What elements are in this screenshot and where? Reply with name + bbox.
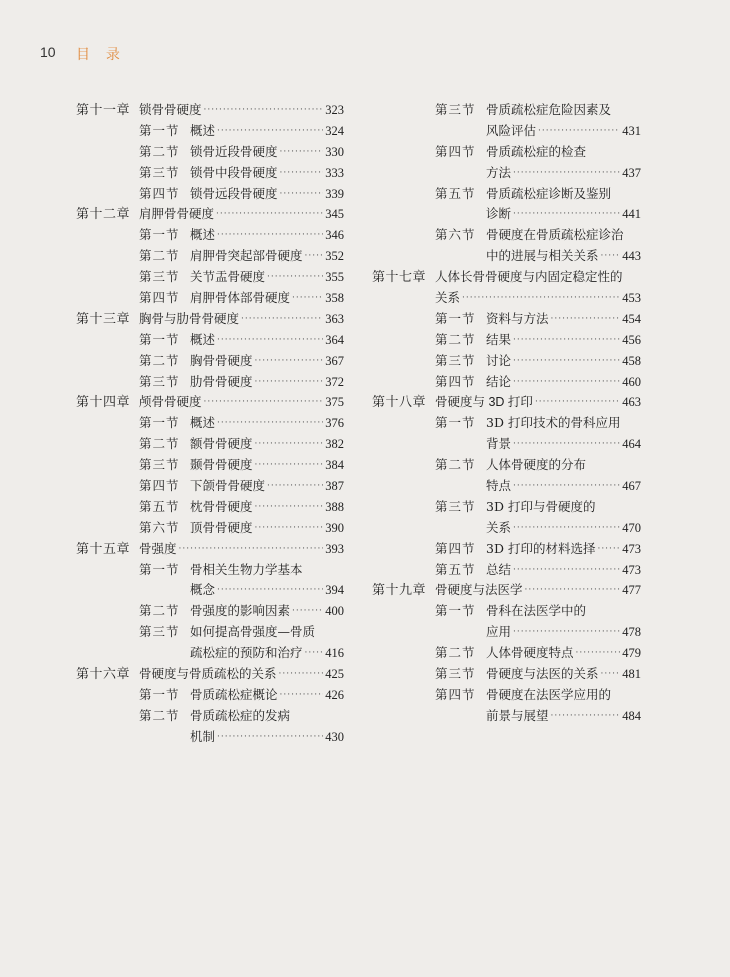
leader-dots bbox=[279, 664, 324, 685]
toc-entry-section bbox=[76, 476, 344, 497]
leader-dots bbox=[255, 497, 324, 518]
page-ref: 441 bbox=[622, 207, 641, 222]
section-label: 第一节 bbox=[139, 561, 180, 577]
toc-entry-section bbox=[372, 351, 641, 372]
toc-left-column bbox=[76, 100, 344, 748]
page-ref: 364 bbox=[325, 332, 344, 347]
entry-title: 3D 打印技术的骨科应用 bbox=[486, 415, 621, 431]
section-label: 第二节 bbox=[139, 352, 180, 368]
section-label: 第三节 bbox=[139, 269, 180, 285]
toc-entry-cont bbox=[372, 121, 641, 142]
leader-dots bbox=[462, 288, 620, 309]
toc-entry-section bbox=[76, 184, 344, 205]
page-ref: 473 bbox=[622, 541, 641, 556]
section-label: 第一节 bbox=[435, 310, 476, 326]
page-ref: 324 bbox=[325, 123, 344, 138]
section-label: 第一节 bbox=[435, 603, 476, 619]
toc-entry-chapter bbox=[76, 539, 344, 560]
entry-title: 锁骨中段骨硬度 bbox=[190, 164, 278, 180]
toc-entry-chapter bbox=[372, 580, 641, 601]
chapter-label: 第十一章 bbox=[76, 102, 131, 117]
section-label: 第五节 bbox=[435, 561, 476, 577]
leader-dots bbox=[217, 225, 323, 246]
section-label: 第二节 bbox=[435, 645, 476, 661]
toc-entry-section bbox=[76, 601, 344, 622]
leader-dots bbox=[179, 539, 324, 560]
page-ref: 464 bbox=[622, 437, 641, 452]
leader-dots bbox=[551, 706, 621, 727]
page-header bbox=[40, 44, 126, 62]
toc-entry-cont bbox=[372, 706, 641, 727]
leader-dots bbox=[576, 643, 621, 664]
toc-entry-section bbox=[372, 560, 641, 581]
page-ref: 363 bbox=[325, 311, 344, 326]
leader-dots bbox=[255, 351, 324, 372]
entry-title: 骨质疏松症危险因素及 bbox=[486, 102, 612, 117]
leader-dots bbox=[255, 434, 324, 455]
leader-dots bbox=[538, 121, 620, 142]
toc-entry-section bbox=[76, 497, 344, 518]
section-label: 第五节 bbox=[139, 498, 180, 514]
toc-entry-section bbox=[372, 413, 641, 434]
entry-title: 骨硬度与 3D 打印 bbox=[435, 395, 533, 410]
leader-dots bbox=[216, 204, 323, 225]
toc-entry-section bbox=[372, 601, 641, 622]
entry-title: 人体长骨骨硬度与内固定稳定性的 bbox=[435, 270, 623, 285]
entry-title: 骨硬度与骨质疏松的关系 bbox=[139, 667, 277, 682]
toc-entry-cont bbox=[76, 727, 344, 748]
page-ref: 372 bbox=[325, 374, 344, 389]
entry-title: 背景 bbox=[486, 436, 512, 452]
leader-dots bbox=[217, 580, 323, 601]
page-ref: 456 bbox=[622, 332, 641, 347]
entry-title: 骨硬度在法医学应用的 bbox=[486, 686, 612, 702]
toc-entry-section bbox=[76, 351, 344, 372]
entry-title: 风险评估 bbox=[486, 122, 537, 138]
section-label: 第二节 bbox=[139, 603, 180, 619]
entry-title: 概述 bbox=[190, 227, 216, 243]
section-label: 第二节 bbox=[139, 707, 180, 723]
leader-dots bbox=[280, 142, 324, 163]
page-ref: 478 bbox=[622, 625, 641, 640]
chapter-label: 第十八章 bbox=[372, 394, 427, 410]
section-label: 第三节 bbox=[139, 457, 180, 473]
entry-title: 肩胛骨突起部骨硬度 bbox=[190, 248, 303, 264]
page-ref: 470 bbox=[622, 520, 641, 535]
entry-title: 如何提高骨强度—骨质 bbox=[190, 624, 316, 640]
leader-dots bbox=[513, 560, 620, 581]
entry-title: 疏松症的预防和治疗 bbox=[190, 645, 303, 661]
page-ref: 384 bbox=[325, 458, 344, 473]
page-ref: 426 bbox=[325, 687, 344, 702]
toc-entry-chapter bbox=[76, 309, 344, 330]
page-ref: 460 bbox=[622, 374, 641, 389]
entry-title: 关系 bbox=[435, 290, 461, 306]
toc-entry-section bbox=[76, 372, 344, 393]
toc-entry-section bbox=[76, 142, 344, 163]
entry-title: 关节盂骨硬度 bbox=[190, 269, 266, 285]
toc-entry-cont bbox=[372, 622, 641, 643]
entry-title: 骨质疏松症的检查 bbox=[486, 143, 587, 159]
entry-title: 颅骨骨硬度 bbox=[139, 395, 202, 410]
page-ref: 425 bbox=[325, 667, 344, 682]
toc-entry-cont bbox=[76, 580, 344, 601]
section-label: 第二节 bbox=[435, 331, 476, 347]
page-ref: 358 bbox=[325, 291, 344, 306]
section-label: 第四节 bbox=[139, 185, 180, 201]
entry-title: 3D 打印的材料选择 bbox=[486, 540, 596, 556]
page-ref: 453 bbox=[622, 291, 641, 306]
entry-title: 顶骨骨硬度 bbox=[190, 519, 253, 535]
page-ref: 430 bbox=[325, 729, 344, 744]
leader-dots bbox=[513, 330, 620, 351]
toc-entry-chapter bbox=[76, 204, 344, 225]
section-label: 第四节 bbox=[139, 478, 180, 494]
toc-entry-cont bbox=[372, 163, 641, 184]
page-ref: 393 bbox=[325, 541, 344, 556]
page-number: 10 bbox=[40, 44, 56, 60]
page-ref: 345 bbox=[325, 207, 344, 222]
page-ref: 346 bbox=[325, 228, 344, 243]
page-ref: 376 bbox=[325, 416, 344, 431]
toc-entry-section bbox=[76, 163, 344, 184]
chapter-label: 第十七章 bbox=[372, 269, 427, 285]
page-title: 目 录 bbox=[76, 46, 126, 62]
toc-entry-section bbox=[76, 434, 344, 455]
entry-title: 3D 打印与骨硬度的 bbox=[486, 498, 596, 514]
entry-title: 前景与展望 bbox=[486, 707, 549, 723]
entry-title: 结论 bbox=[486, 373, 512, 389]
toc-entry-section bbox=[76, 330, 344, 351]
chapter-label: 第十五章 bbox=[76, 540, 131, 556]
entry-title: 骨质疏松症诊断及鉴别 bbox=[486, 185, 612, 201]
leader-dots bbox=[597, 539, 620, 560]
section-label: 第六节 bbox=[139, 519, 180, 535]
entry-title: 关系 bbox=[486, 519, 512, 535]
leader-dots bbox=[513, 163, 620, 184]
entry-title: 锁骨骨硬度 bbox=[139, 103, 202, 117]
page-ref: 387 bbox=[325, 479, 344, 494]
toc-entry-cont bbox=[372, 518, 641, 539]
section-label: 第四节 bbox=[435, 143, 476, 159]
leader-dots bbox=[267, 476, 323, 497]
page-ref: 375 bbox=[325, 395, 344, 410]
toc-entry-section bbox=[76, 288, 344, 309]
page-ref: 339 bbox=[325, 186, 344, 201]
page-ref: 382 bbox=[325, 437, 344, 452]
toc-entry-section bbox=[372, 497, 641, 518]
entry-title: 人体骨硬度的分布 bbox=[486, 457, 587, 473]
entry-title: 肋骨骨硬度 bbox=[190, 373, 253, 389]
toc-entry-cont bbox=[372, 246, 641, 267]
chapter-label: 第十六章 bbox=[76, 666, 131, 682]
leader-dots bbox=[217, 330, 323, 351]
section-label: 第四节 bbox=[435, 373, 476, 389]
leader-dots bbox=[280, 184, 324, 205]
section-label: 第一节 bbox=[139, 331, 180, 347]
chapter-label: 第十三章 bbox=[76, 310, 131, 326]
leader-dots bbox=[267, 267, 323, 288]
leader-dots bbox=[204, 392, 324, 413]
leader-dots bbox=[513, 372, 620, 393]
entry-title: 骨硬度与法医的关系 bbox=[486, 666, 599, 682]
entry-title: 胸骨骨硬度 bbox=[190, 352, 253, 368]
entry-title: 机制 bbox=[190, 728, 216, 744]
entry-title: 资料与方法 bbox=[486, 310, 549, 326]
entry-title: 下颌骨骨硬度 bbox=[190, 478, 266, 494]
leader-dots bbox=[241, 309, 323, 330]
entry-title: 骨质疏松症概论 bbox=[190, 686, 278, 702]
page-ref: 355 bbox=[325, 270, 344, 285]
toc-entry-section bbox=[372, 225, 641, 246]
leader-dots bbox=[255, 518, 324, 539]
page-ref: 467 bbox=[622, 479, 641, 494]
entry-title: 概述 bbox=[190, 415, 216, 431]
entry-title: 总结 bbox=[486, 561, 512, 577]
section-label: 第二节 bbox=[139, 143, 180, 159]
leader-dots bbox=[280, 163, 324, 184]
leader-dots bbox=[513, 434, 620, 455]
leader-dots bbox=[255, 455, 324, 476]
page-ref: 330 bbox=[325, 144, 344, 159]
toc-entry-chapter bbox=[76, 664, 344, 685]
page-ref: 481 bbox=[622, 667, 641, 682]
toc-entry-section bbox=[76, 518, 344, 539]
leader-dots bbox=[292, 288, 323, 309]
page-ref: 390 bbox=[325, 520, 344, 535]
page-ref: 394 bbox=[325, 583, 344, 598]
entry-title: 肩胛骨骨硬度 bbox=[139, 207, 215, 222]
toc-entry-section bbox=[76, 225, 344, 246]
section-label: 第二节 bbox=[435, 457, 476, 473]
entry-title: 颞骨骨硬度 bbox=[190, 457, 253, 473]
entry-title: 锁骨近段骨硬度 bbox=[190, 143, 278, 159]
page-ref: 437 bbox=[622, 165, 641, 180]
leader-dots bbox=[525, 580, 621, 601]
toc-entry-section bbox=[372, 372, 641, 393]
page-ref: 323 bbox=[325, 103, 344, 117]
section-label: 第三节 bbox=[139, 624, 180, 640]
page-ref: 484 bbox=[622, 708, 641, 723]
page-ref: 431 bbox=[622, 123, 641, 138]
entry-title: 胸骨与肋骨骨硬度 bbox=[139, 311, 240, 326]
leader-dots bbox=[217, 413, 323, 434]
entry-title: 概念 bbox=[190, 582, 216, 598]
section-label: 第二节 bbox=[139, 248, 180, 264]
leader-dots bbox=[513, 518, 620, 539]
entry-title: 骨质疏松症的发病 bbox=[190, 707, 291, 723]
toc-entry-section bbox=[372, 685, 641, 706]
section-label: 第一节 bbox=[435, 415, 476, 431]
toc-entry-cont bbox=[372, 476, 641, 497]
toc-entry-section bbox=[76, 413, 344, 434]
section-label: 第二节 bbox=[139, 436, 180, 452]
leader-dots bbox=[255, 372, 324, 393]
toc-entry-section bbox=[372, 664, 641, 685]
leader-dots bbox=[305, 643, 324, 664]
toc-right-column bbox=[372, 100, 641, 727]
toc-entry-section bbox=[372, 539, 641, 560]
section-label: 第三节 bbox=[139, 164, 180, 180]
toc-entry-chapter bbox=[76, 100, 344, 121]
toc-entry-section bbox=[76, 121, 344, 142]
section-label: 第一节 bbox=[139, 415, 180, 431]
chapter-label: 第十四章 bbox=[76, 394, 131, 410]
entry-title: 枕骨骨硬度 bbox=[190, 498, 253, 514]
page-ref: 367 bbox=[325, 353, 344, 368]
page-ref: 388 bbox=[325, 499, 344, 514]
section-label: 第一节 bbox=[139, 122, 180, 138]
leader-dots bbox=[551, 309, 621, 330]
entry-title: 肩胛骨体部骨硬度 bbox=[190, 290, 291, 306]
entry-title: 额骨骨硬度 bbox=[190, 436, 253, 452]
page-ref: 333 bbox=[325, 165, 344, 180]
section-label: 第一节 bbox=[139, 686, 180, 702]
section-label: 第一节 bbox=[139, 227, 180, 243]
leader-dots bbox=[601, 246, 621, 267]
toc-entry-section bbox=[76, 455, 344, 476]
entry-title: 诊断 bbox=[486, 206, 512, 222]
leader-dots bbox=[280, 685, 324, 706]
page-ref: 443 bbox=[622, 249, 641, 264]
entry-title: 应用 bbox=[486, 624, 512, 640]
entry-title: 特点 bbox=[486, 478, 512, 494]
entry-title: 骨科在法医学中的 bbox=[486, 603, 587, 619]
entry-title: 人体骨硬度特点 bbox=[486, 645, 574, 661]
entry-title: 概述 bbox=[190, 331, 216, 347]
toc-entry-cont bbox=[372, 204, 641, 225]
entry-title: 结果 bbox=[486, 331, 512, 347]
toc-entry-section bbox=[76, 706, 344, 727]
entry-title: 锁骨远段骨硬度 bbox=[190, 185, 278, 201]
toc-entry-section bbox=[372, 643, 641, 664]
toc-entry-cont bbox=[76, 643, 344, 664]
page-ref: 473 bbox=[622, 562, 641, 577]
toc-entry-section bbox=[372, 455, 641, 476]
toc-entry-section bbox=[76, 267, 344, 288]
toc-entry-section bbox=[372, 100, 641, 121]
page-ref: 458 bbox=[622, 353, 641, 368]
section-label: 第三节 bbox=[435, 102, 476, 117]
section-label: 第三节 bbox=[139, 373, 180, 389]
leader-dots bbox=[513, 351, 620, 372]
page-ref: 479 bbox=[622, 646, 641, 661]
page-ref: 400 bbox=[325, 604, 344, 619]
toc-entry-section bbox=[372, 330, 641, 351]
entry-title: 骨硬度与法医学 bbox=[435, 583, 523, 598]
leader-dots bbox=[513, 204, 620, 225]
entry-title: 方法 bbox=[486, 164, 512, 180]
toc-entry-chapter bbox=[372, 267, 641, 288]
toc-entry-chapter bbox=[76, 392, 344, 413]
leader-dots bbox=[513, 622, 620, 643]
toc-entry-section bbox=[372, 184, 641, 205]
toc-entry-section bbox=[76, 246, 344, 267]
leader-dots bbox=[513, 476, 620, 497]
section-label: 第四节 bbox=[435, 540, 476, 556]
section-label: 第三节 bbox=[435, 666, 476, 682]
leader-dots bbox=[217, 727, 323, 748]
leader-dots bbox=[204, 100, 324, 121]
section-label: 第六节 bbox=[435, 227, 476, 243]
entry-title: 中的进展与相关关系 bbox=[486, 248, 599, 264]
page-ref: 352 bbox=[325, 249, 344, 264]
page-ref: 477 bbox=[622, 583, 641, 598]
entry-title: 骨硬度在骨质疏松症诊治 bbox=[486, 227, 624, 243]
section-label: 第三节 bbox=[435, 352, 476, 368]
toc-entry-cont2 bbox=[372, 288, 641, 309]
toc-entry-section bbox=[76, 685, 344, 706]
leader-dots bbox=[535, 392, 620, 413]
entry-title: 骨强度 bbox=[139, 541, 177, 556]
toc-entry-chapter bbox=[372, 392, 641, 413]
section-label: 第五节 bbox=[435, 185, 476, 201]
leader-dots bbox=[305, 246, 324, 267]
entry-title: 骨强度的影响因素 bbox=[190, 603, 291, 619]
chapter-label: 第十二章 bbox=[76, 206, 131, 222]
leader-dots bbox=[292, 601, 323, 622]
toc-entry-cont bbox=[372, 434, 641, 455]
leader-dots bbox=[601, 664, 621, 685]
page-ref: 454 bbox=[622, 311, 641, 326]
page-ref: 416 bbox=[325, 646, 344, 661]
section-label: 第四节 bbox=[139, 290, 180, 306]
entry-title: 概述 bbox=[190, 122, 216, 138]
toc-entry-section bbox=[76, 560, 344, 581]
entry-title: 骨相关生物力学基本 bbox=[190, 561, 303, 577]
leader-dots bbox=[217, 121, 323, 142]
page-ref: 463 bbox=[622, 395, 641, 410]
toc-entry-section bbox=[372, 309, 641, 330]
chapter-label: 第十九章 bbox=[372, 582, 427, 598]
toc-entry-section bbox=[76, 622, 344, 643]
toc-entry-section bbox=[372, 142, 641, 163]
entry-title: 讨论 bbox=[486, 352, 512, 368]
section-label: 第四节 bbox=[435, 686, 476, 702]
section-label: 第三节 bbox=[435, 498, 476, 514]
